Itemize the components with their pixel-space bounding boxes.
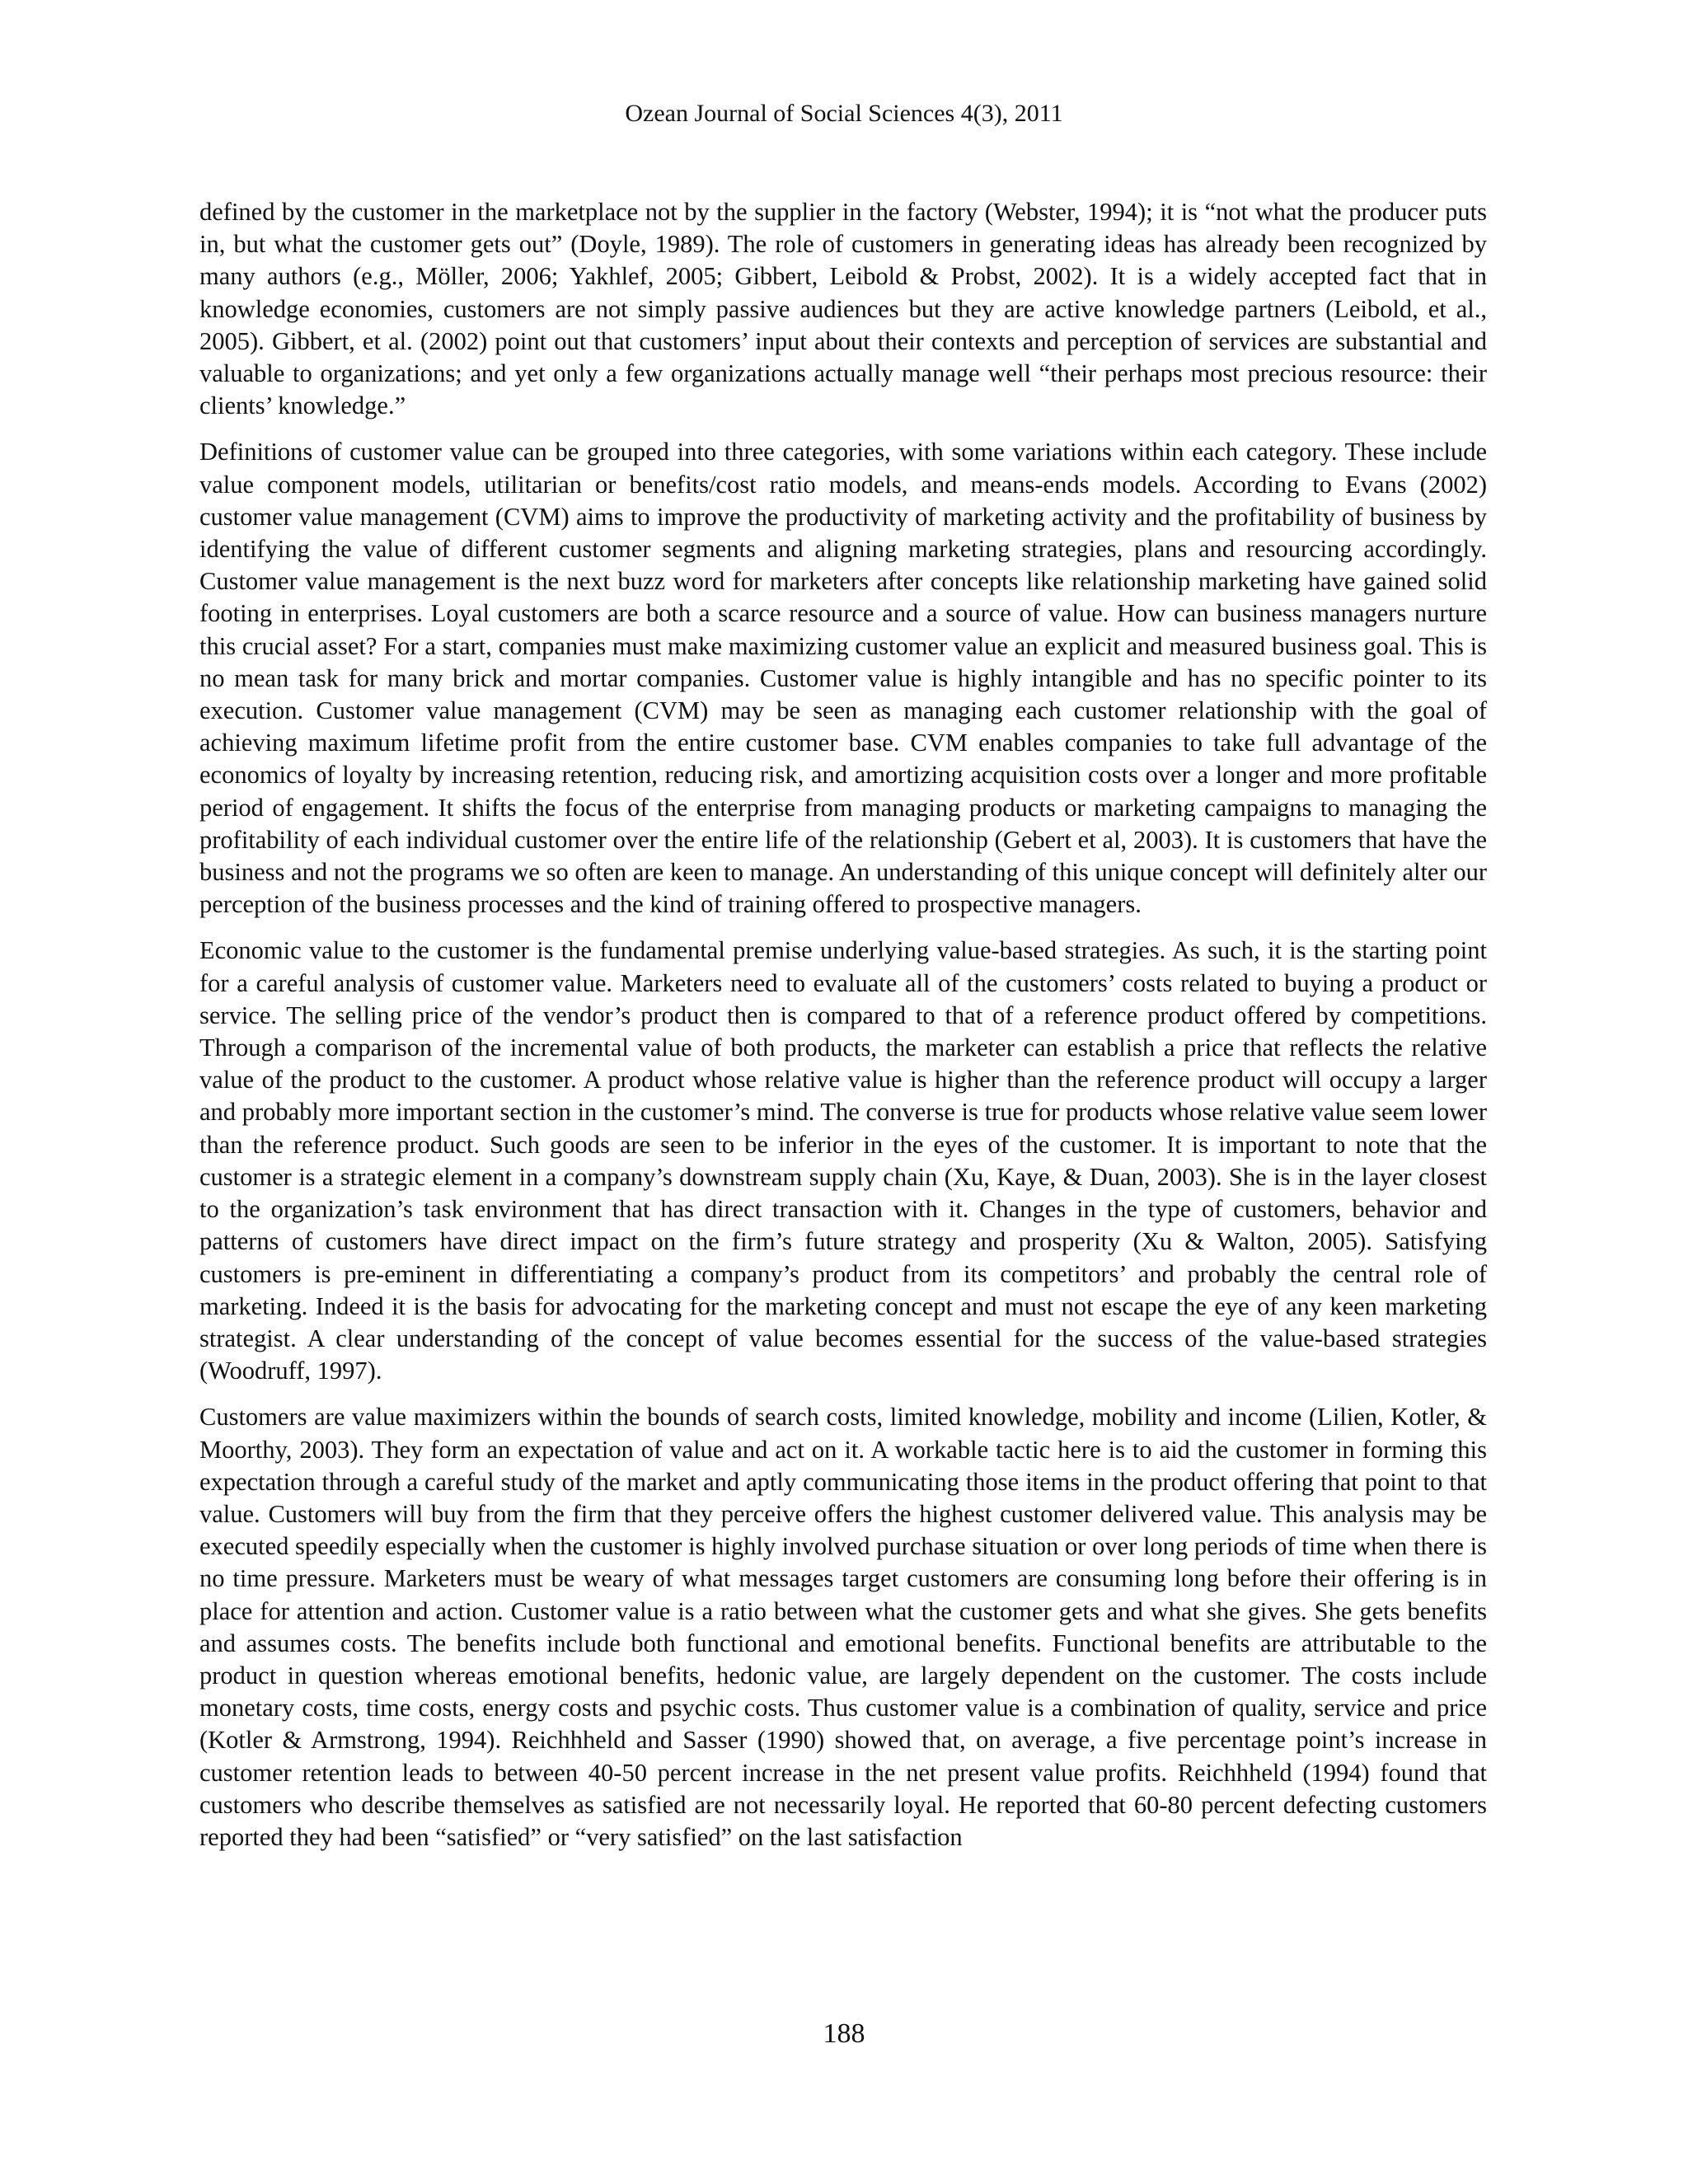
paragraph-4: Customers are value maximizers within the bounds of search costs, limited knowledge, mobility and income (Lilien, Kotler, & Moorthy, 2003). They form an expectation of value and act on it. A workable tactic here is to aid the customer in forming this expectation through a careful study of the market and aptly communicating those items in the product offering that point to that value. Customers will buy from the firm that they perceive offers the highest customer delivered value. This analysis may be executed speedily especially when the customer is highly involved purchase situation or over long periods of time when there is no time pressure. Marketers must be weary of what messages target customers are consuming long before their offering is in place for attention and action. Customer value is a ratio between what the customer gets and what she gives. She gets benefits and assumes costs. The benefits include both functional and emotional benefits. Functional benefits are attributable to the product in question whereas emotional benefits, hedonic value, are largely dependent on the customer. The costs include monetary costs, time costs, energy costs and psychic costs. Thus customer value is a combination of quality, service and price (Kotler & Armstrong, 1994). Reichhheld and Sasser (1990) showed that, on average, a five percentage point’s increase in customer retention leads to between 40-50 percent increase in the net present value profits. Reichhheld (1994) found that customers who describe themselves as satisfied are not necessarily loyal. He reported that 60-80 percent defecting customers reported they had been “satisfied” or “very satisfied” on the last satisfaction <box>199 1403 1487 1851</box>
article-body <box>199 196 1487 1868</box>
running-header: Ozean Journal of Social Sciences 4(3), 2011 <box>625 100 1063 127</box>
paragraph-2: Definitions of customer value can be grouped into three categories, with some variations within each category. These include value component models, utilitarian or benefits/cost ratio models, and means-ends models. According to Evans (2002) customer value management (CVM) aims to improve the productivity of marketing activity and the profitability of business by identifying the value of different customer segments and aligning marketing strategies, plans and resourcing accordingly. Customer value management is the next buzz word for marketers after concepts like relationship marketing have gained solid footing in enterprises. Loyal customers are both a scarce resource and a source of value. How can business managers nurture this crucial asset? For a start, companies must make maximizing customer value an explicit and measured business goal. This is no mean task for many brick and mortar companies. Customer value is highly intangible and has no specific pointer to its execution. Customer value management (CVM) may be seen as managing each customer relationship with the goal of achieving maximum lifetime profit from the entire customer base. CVM enables companies to take full advantage of the economics of loyalty by increasing retention, reducing risk, and amortizing acquisition costs over a longer and more profitable period of engagement. It shifts the focus of the enterprise from managing products or marketing campaigns to managing the profitability of each individual customer over the entire life of the relationship (Gebert et al, 2003). It is customers that have the business and not the programs we so often are keen to manage. An understanding of this unique concept will definitely alter our perception of the business processes and the kind of training offered to prospective managers. <box>199 438 1487 919</box>
page-number: 188 <box>823 2018 865 2049</box>
paragraph-3: Economic value to the customer is the fundamental premise underlying value-based strategies. As such, it is the starting point for a careful analysis of customer value. Marketers need to evaluate all of the customers’ costs related to buying a product or service. The selling price of the vendor’s product then is compared to that of a reference product offered by competitions. Through a comparison of the incremental value of both products, the marketer can establish a price that reflects the relative value of the product to the customer. A product whose relative value is higher than the reference product will occupy a larger and probably more important section in the customer’s mind. The converse is true for products whose relative value seem lower than the reference product. Such goods are seen to be inferior in the eyes of the customer. It is important to note that the customer is a strategic element in a company’s downstream supply chain (Xu, Kaye, & Duan, 2003). She is in the layer closest to the organization’s task environment that has direct transaction with it. Changes in the type of customers, behavior and patterns of customers have direct impact on the firm’s future strategy and prosperity (Xu & Walton, 2005). Satisfying customers is pre-eminent in differentiating a company’s product from its competitors’ and probably the central role of marketing. Indeed it is the basis for advocating for the marketing concept and must not escape the eye of any keen marketing strategist. A clear understanding of the concept of value becomes essential for the success of the value-based strategies (Woodruff, 1997). <box>199 936 1487 1385</box>
paragraph-1: defined by the customer in the marketplace not by the supplier in the factory (Webster, 1994); it is “not what the producer puts in, but what the customer gets out” (Doyle, 1989). The role of customers in generating ideas has already been recognized by many authors (e.g., Möller, 2006; Yakhlef, 2005; Gibbert, Leibold & Probst, 2002). It is a widely accepted fact that in knowledge economies, customers are not simply passive audiences but they are active knowledge partners (Leibold, et al., 2005). Gibbert, et al. (2002) point out that customers’ input about their contexts and perception of services are substantial and valuable to organizations; and yet only a few organizations actually manage well “their perhaps most precious resource: their clients’ knowledge.” <box>199 198 1487 420</box>
